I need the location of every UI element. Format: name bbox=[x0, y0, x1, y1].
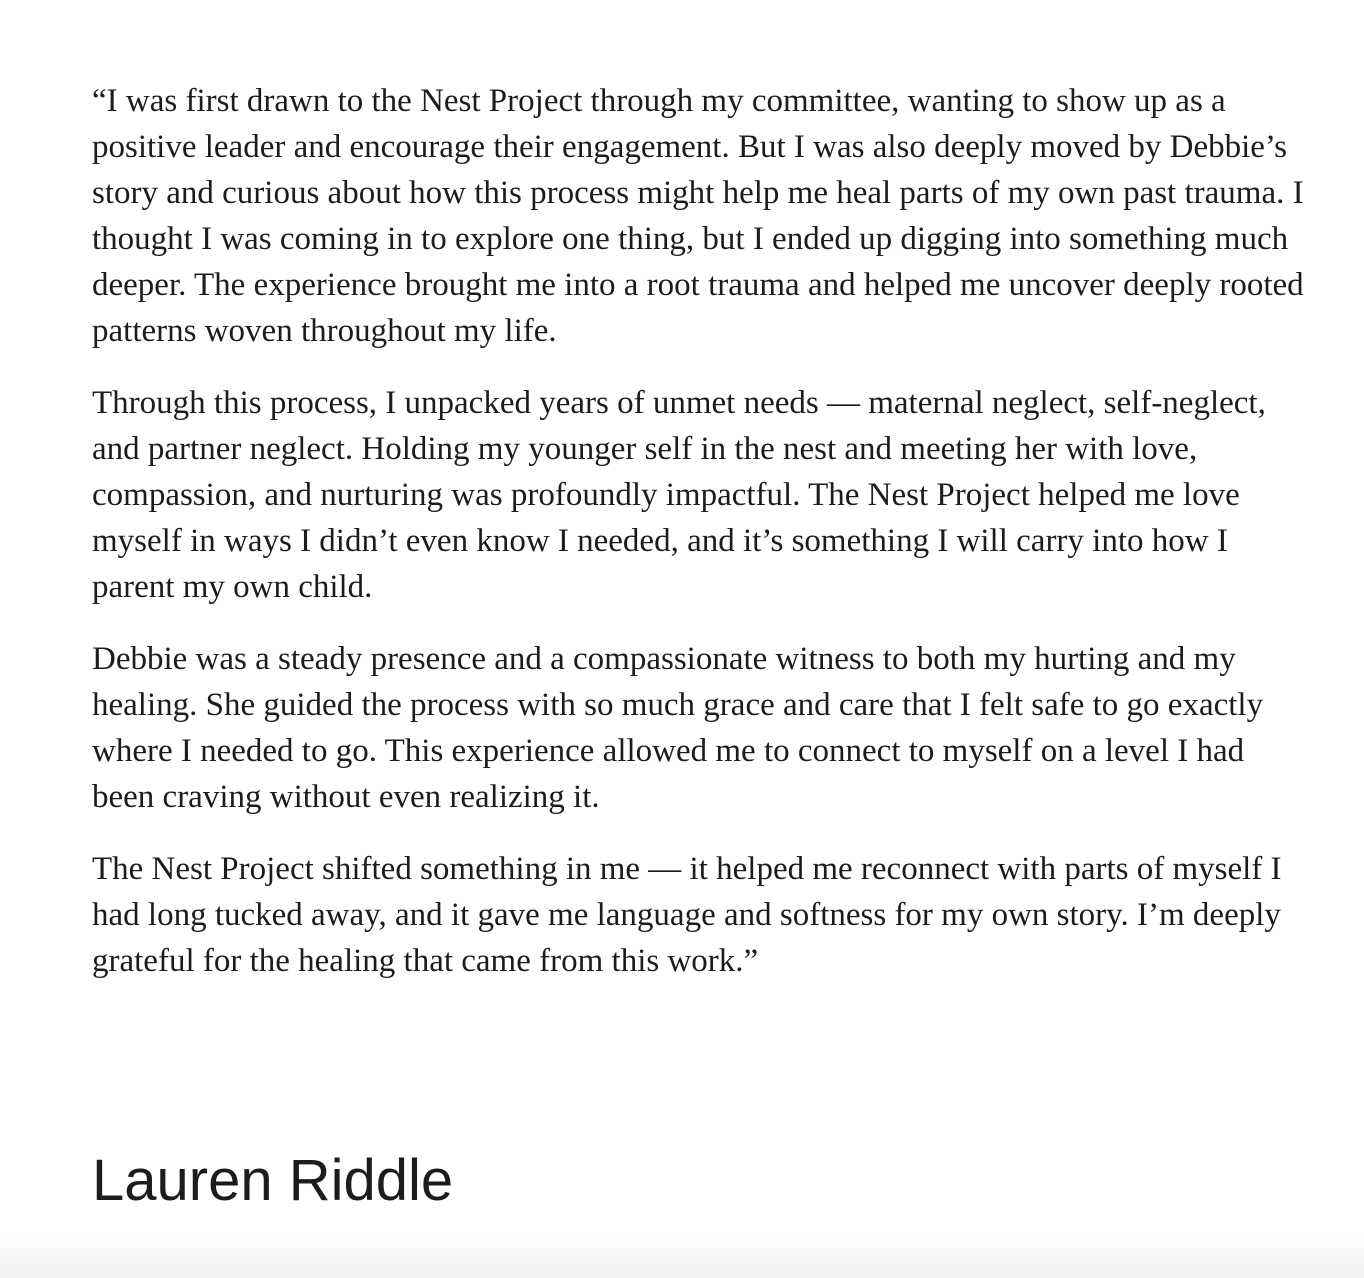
testimonial-author: Lauren Riddle bbox=[92, 1148, 454, 1213]
testimonial-paragraph-2: Through this process, I unpacked years of unmet needs — maternal neglect, self-neglect, and partner neglect. Holding my younger self in the nest and meeting her with love, compassion, and nurturing was profoundly impactful. The Nest Project helped me love myself in ways I didn’t even know I needed, and it’s something I will carry into how I parent my own child. bbox=[92, 385, 1266, 605]
testimonial-paragraph-1: “I was first drawn to the Nest Project through my committee, wanting to show up as a positive leader and encourage their engagement. But I was also deeply moved by Debbie’s story and curious about how this process might help me heal parts of my own past trauma. I thought I was coming in to explore one thing, but I ended up digging into something much deeper. The experience brought me into a root trauma and helped me uncover deeply rooted patterns woven throughout my life. bbox=[92, 83, 1304, 349]
testimonial-paragraph-4: The Nest Project shifted something in me — it helped me reconnect with parts of myself I had long tucked away, and it gave me language and softness for my own story. I’m deeply grateful for the healing that came from this work.” bbox=[92, 851, 1282, 979]
testimonial-paragraph-3: Debbie was a steady presence and a compassionate witness to both my hurting and my healing. She guided the process with so much grace and care that I felt safe to go exactly where I needed to go. This experience allowed me to connect to myself on a level I had been craving without even realizing it. bbox=[92, 641, 1264, 815]
testimonial-quote bbox=[92, 78, 1307, 1010]
bottom-shadow bbox=[0, 1230, 1364, 1278]
